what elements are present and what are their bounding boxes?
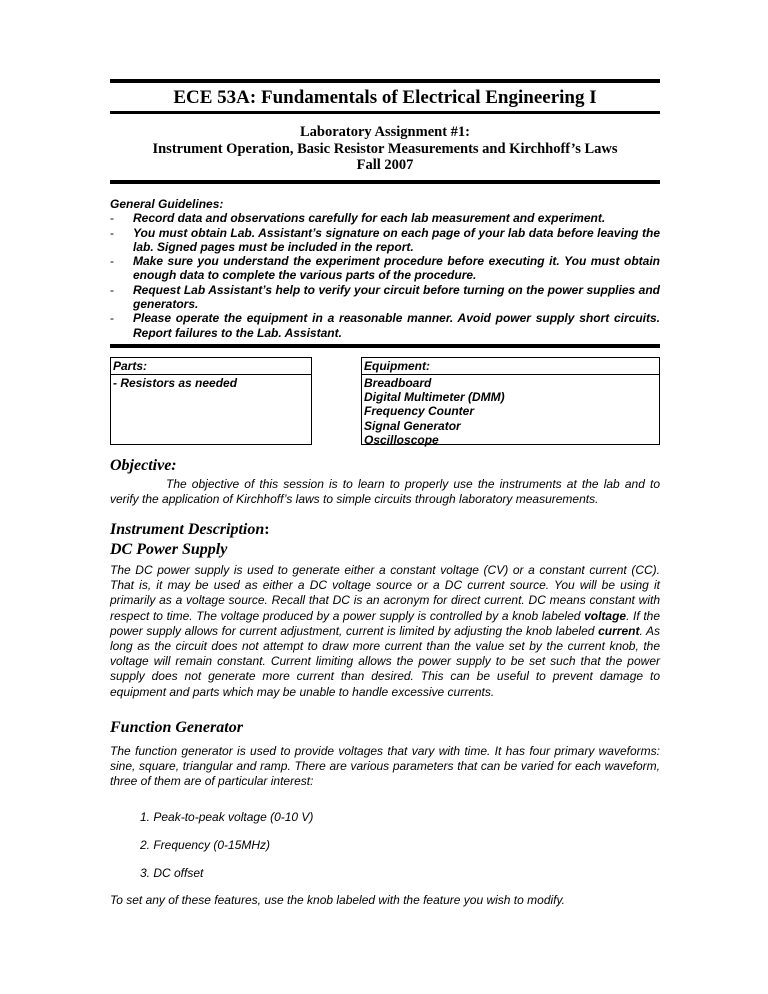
equipment-list <box>362 375 659 447</box>
parts-list <box>111 375 311 390</box>
guidelines-list <box>110 211 660 340</box>
parameter-item: 3. DC offset <box>140 866 204 880</box>
function-generator-heading: Function Generator <box>110 719 243 736</box>
guideline-item: - Please operate the equipment in a reasonable manner. Avoid power supply short circuits. Report failures to the Lab. Assistant. <box>110 311 660 340</box>
parts-box <box>110 357 312 445</box>
subtitle-line: Fall 2007 <box>356 157 414 173</box>
top-rule <box>110 79 660 83</box>
guideline-item: - You must obtain Lab. Assistant’s signature on each page of your lab data before leaving the lab. Signed pages must be included in the report. <box>110 225 660 254</box>
equipment-item: Oscilloscope <box>364 432 439 447</box>
subtitle-line: Instrument Operation, Basic Resistor Measurements and Kirchhoff’s Laws <box>152 140 618 157</box>
course-title: ECE 53A: Fundamentals of Electrical Engineering I <box>173 87 597 108</box>
guideline-item: - Request Lab Assistant’s help to verify your circuit before turning on the power supplies and generators. <box>110 282 660 312</box>
objective-text: The objective of this session is to learn to properly use the instruments at the lab and to verify the application of Kirchhoff’s laws to simple circuits through laboratory measurements. <box>110 477 660 507</box>
dc-power-supply-text: The DC power supply is used to generate either a constant voltage (CV) or a constant current (CC). That is, it may be used as either a DC voltage source or a DC current source. You will be using it primarily as a voltage source. Recall that DC is an acronym for direct current. DC means constant with respect to time. The voltage produced by a power supply is controlled by a knob labeled voltage. If the power supply allows for current adjustment, current is limited by adjusting the knob labeled current. As long as the circuit does not attempt to draw more current than the value set by the current knob, the voltage will remain constant. Current limiting allows the power supply to be set such that the power supply does not generate more current than desired. This can be useful to prevent damage to equipment and parts which may be unable to handle excessive currents. <box>110 563 661 699</box>
assignment-subtitle <box>110 124 660 174</box>
parameter-item: 2. Frequency (0-15MHz) <box>140 838 271 852</box>
dc-power-supply-heading: DC Power Supply <box>110 541 228 558</box>
parts-heading: Parts: <box>111 358 311 375</box>
function-generator-closing: To set any of these features, use the knob labeled with the feature you wish to modify. <box>110 893 565 907</box>
guideline-item: - Make sure you understand the experiment procedure before executing it. You must obtain enough data to complete the various parts of the procedure. <box>110 254 660 283</box>
subtitle-line: Laboratory Assignment #1: <box>300 124 470 140</box>
header-bottom-rule <box>110 180 660 184</box>
equipment-heading: Equipment: <box>362 358 659 375</box>
parameter-item: 1. Peak-to-peak voltage (0-10 V) <box>140 810 314 824</box>
general-guidelines <box>110 197 660 340</box>
equipment-box <box>361 357 660 445</box>
equipment-item: Frequency Counter <box>364 404 475 419</box>
parts-item: - Resistors as needed <box>113 376 238 390</box>
objective-heading: Objective: <box>110 457 177 474</box>
instrument-description-heading: Instrument Description: <box>110 521 270 538</box>
guidelines-heading: General Guidelines: <box>110 197 224 211</box>
equipment-item: Digital Multimeter (DMM) <box>364 390 505 405</box>
equipment-item: Signal Generator <box>364 418 461 433</box>
guideline-item: - Record data and observations carefully for each lab measurement and experiment. <box>110 211 606 226</box>
guidelines-bottom-rule <box>110 344 660 348</box>
function-generator-text: The function generator is used to provide voltages that vary with time. It has four primary waveforms: sine, square, triangular and ramp. There are various parameters that can be varied for each waveform, three of them are of particular interest: <box>110 744 660 789</box>
equipment-item: Breadboard <box>364 376 432 390</box>
title-rule <box>110 111 660 114</box>
